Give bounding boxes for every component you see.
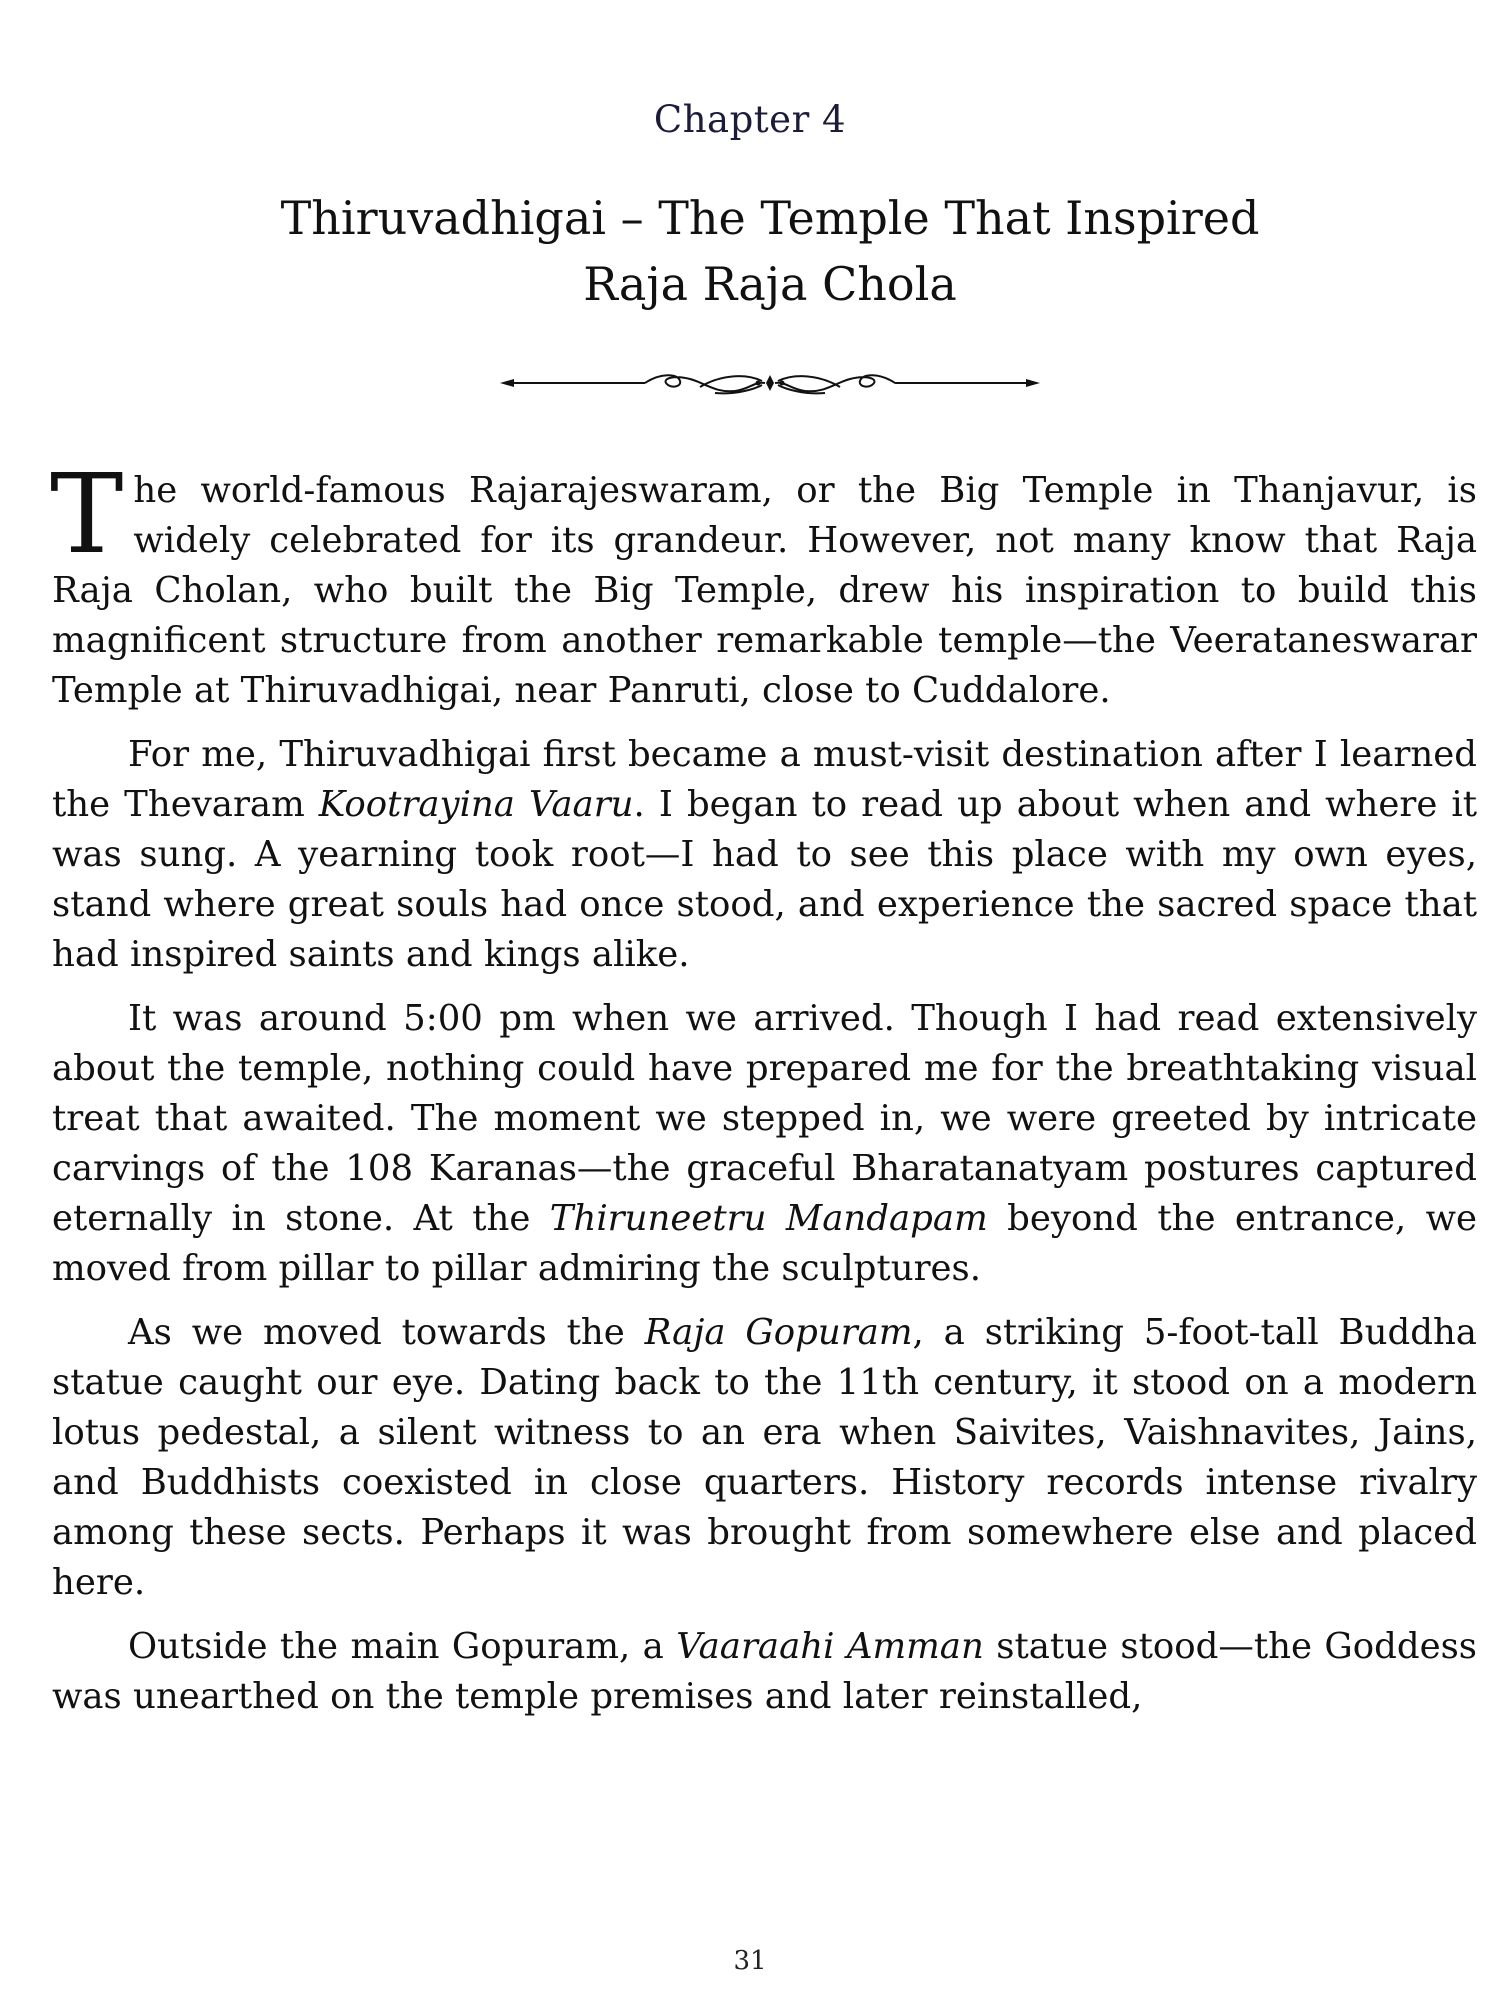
chapter-label: Chapter 4	[653, 98, 847, 141]
chapter-title	[120, 185, 1420, 317]
paragraph-2-text-c: . I began to read up about when and where it was sung. A yearning took root—I had to see this place with my own eyes, stand where great souls had once stood, and experience the sacred space that had inspired saints and kings alike.	[52, 784, 1478, 975]
paragraph-4-text-a: As we moved towards the	[128, 1312, 645, 1353]
paragraph-5-text-c: statue stood—the Goddess was unearthed on the temple premises and later reinstalled,	[52, 1626, 1478, 1717]
paragraph-2-italic: Kootrayina Vaaru	[318, 784, 634, 825]
paragraph-5	[52, 1622, 1477, 1722]
paragraph-4-text-c: , a striking 5-foot-tall Buddha statue caught our eye. Dating back to the 11th century, it stood on a modern lotus pedestal, a silent witness to an era when Saivites, Vaishnavites, Jains, and Buddhists coexisted in close quarters. History records intense rivalry among these sects. Perhaps it was brought from somewhere else and placed here.	[52, 1312, 1477, 1603]
chapter-title-line-2: Raja Raja Chola	[583, 257, 957, 311]
paragraph-1	[50, 450, 1477, 716]
paragraph-4	[52, 1308, 1477, 1608]
chapter-title-line-1: Thiruvadhigai – The Temple That Inspired	[280, 191, 1260, 245]
paragraph-5-text-a: Outside the main Gopuram, a	[128, 1626, 677, 1667]
paragraph-3-italic: Thiruneetru Mandapam	[549, 1198, 988, 1239]
scroll-flourish-divider-icon	[500, 365, 1040, 401]
paragraph-2	[52, 730, 1477, 980]
chapter-body	[50, 450, 1478, 1736]
paragraph-5-italic: Vaaraahi Amman	[676, 1626, 984, 1667]
paragraph-3-text-a: It was around 5:00 pm when we arrived. Though I had read extensively about the temple, nothing could have prepared me for the breathtaking visual treat that awaited. The moment we stepped in, we were greeted by intricate carvings of the 108 Karanas—the graceful Bharatanatyam postures captured eternally in stone. At the	[52, 998, 1477, 1239]
paragraph-3	[52, 994, 1477, 1294]
paragraph-3-text-c: beyond the entrance, we moved from pillar to pillar admiring the sculptures.	[52, 1198, 1477, 1289]
paragraph-4-italic: Raja Gopuram	[644, 1312, 913, 1353]
paragraph-1-text: he world-famous Rajarajeswaram, or the Big Temple in Thanjavur, is widely celebrated for its grandeur. However, not many know that Raja Raja Cholan, who built the Big Temple, drew his inspiration to build this magnificent structure from another remarkable temple—the Veerataneswarar Temple at Thiruvadhigai, near Panruti, close to Cuddalore.	[52, 470, 1477, 711]
paragraph-2-text-a: For me, Thiruvadhigai first became a must-visit destination after I learned the Thevaram	[52, 734, 1477, 825]
drop-cap: T	[50, 450, 124, 578]
page-number: 31	[733, 1946, 767, 1976]
